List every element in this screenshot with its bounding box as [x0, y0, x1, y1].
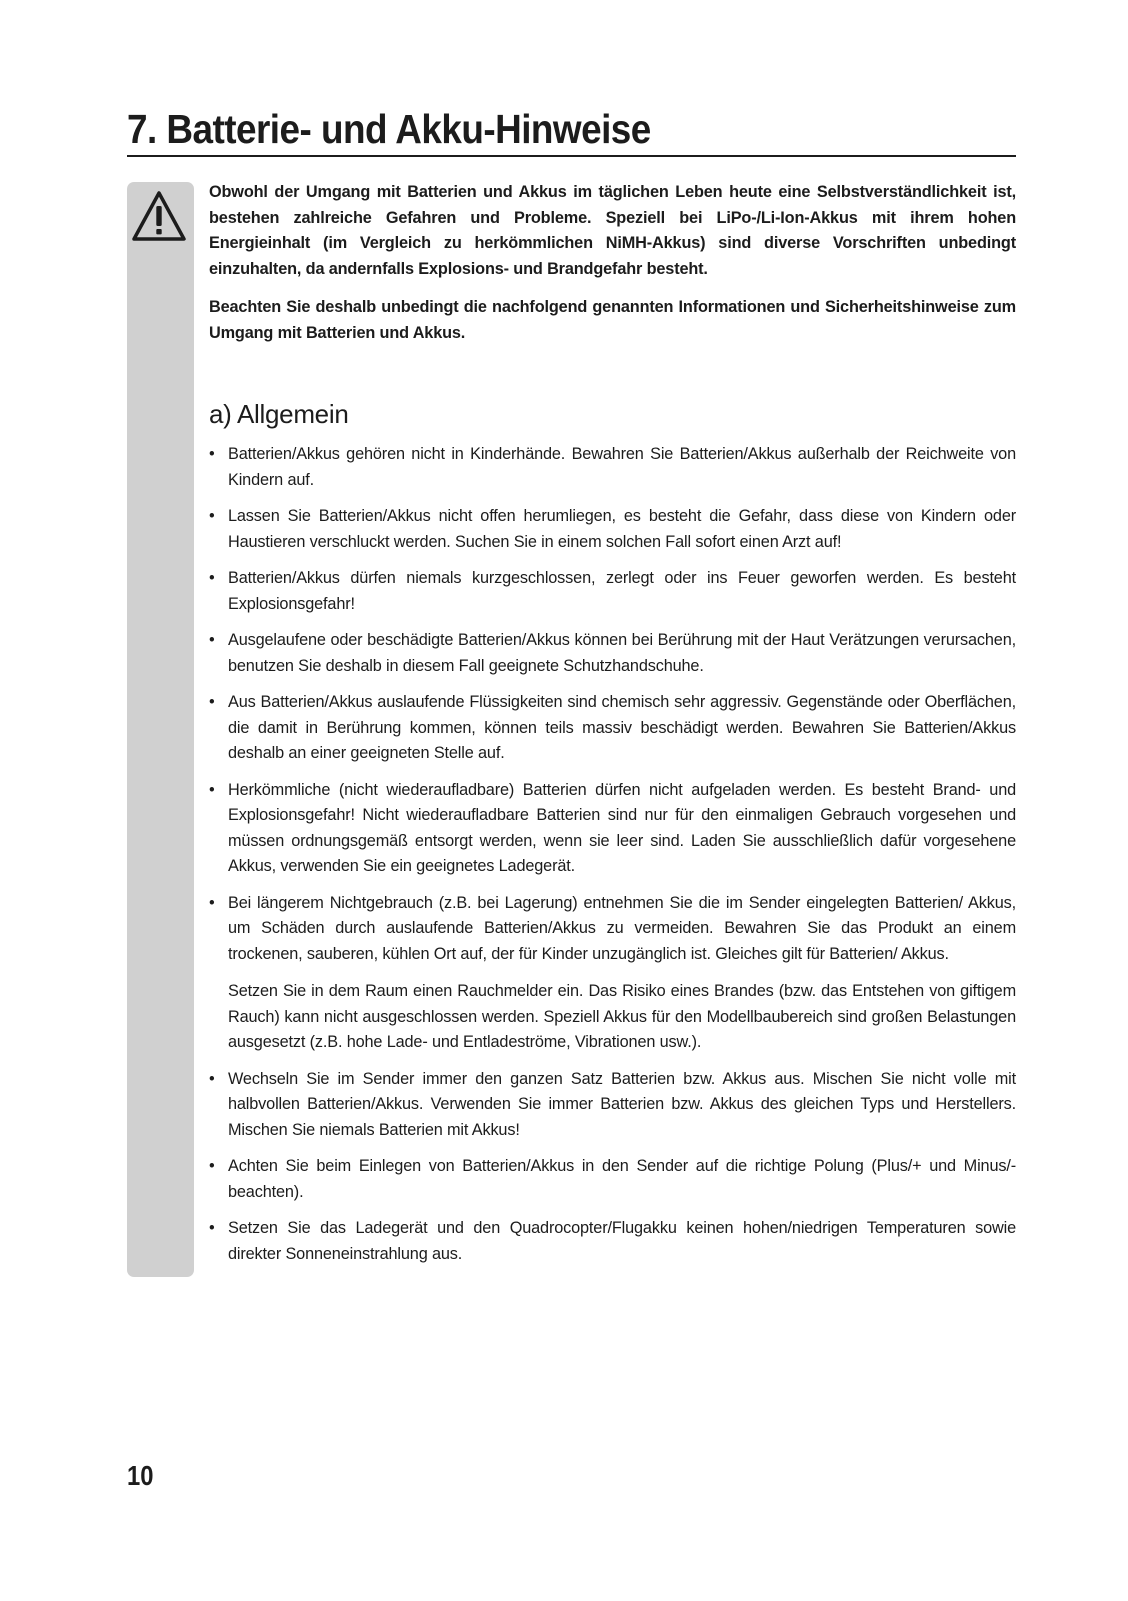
bullet-marker: •: [209, 1069, 215, 1088]
page-number: 10: [127, 1460, 154, 1491]
warning-sidebar: [127, 182, 194, 1277]
bullet-marker: •: [209, 631, 215, 649]
content-column: [209, 180, 1016, 1278]
bullet-marker: •: [209, 445, 215, 463]
list-item: [209, 1154, 1016, 1205]
list-item-text: Achten Sie beim Einlegen von Batterien/Akkus in den Sender auf die richtige Polung (Plus/+ und Minus/- beachten).: [228, 1157, 1016, 1201]
intro-paragraph: Obwohl der Umgang mit Batterien und Akkus im täglichen Leben heute eine Selbstverständlichkeit ist, bestehen zahlreiche Gefahren und Probleme. Speziell bei LiPo-/Li-Ion-Akkus mit ihrem hohen Energieinhalt (im Vergleich zu herkömmlichen NiMH-Akkus) sind diverse Vorschriften unbedingt einzuhalten, da andernfalls Explosions- und Brandgefahr besteht.: [209, 183, 1016, 278]
warning-triangle-icon: [129, 188, 189, 244]
list-item: [209, 778, 1016, 880]
list-item-text: Wechseln Sie im Sender immer den ganzen Satz Batterien bzw. Akkus aus. Mischen Sie nicht volle mit halbvollen Batterien/Akkus. Verwenden Sie immer Batterien bzw. Akkus des gleichen Typs und Herstellers. Mischen Sie niemals Batterien mit Akkus!: [228, 1069, 1016, 1139]
bullet-list: [209, 442, 1016, 1267]
list-item: [209, 504, 1016, 555]
bullet-marker: •: [209, 1219, 215, 1237]
list-item: [209, 891, 1016, 1056]
bullet-marker: •: [209, 780, 215, 799]
list-item-text: Herkömmliche (nicht wiederaufladbare) Batterien dürfen nicht aufgeladen werden. Es besteht Brand- und Explosionsgefahr! Nicht wiederaufladbare Batterien sind nur für den einmaligen Gebrauch vorgesehen und müssen ordnungsgemäß entsorgt werden, wenn sie leer sind. Laden Sie ausschließlich dafür vorgesehene Akkus, verwenden Sie ein geeignetes Ladegerät.: [228, 780, 1016, 875]
list-item-text: Ausgelaufene oder beschädigte Batterien/Akkus können bei Berührung mit der Haut Verätzungen verursachen, benutzen Sie deshalb in diesem Fall geeignete Schutzhandschuhe.: [228, 631, 1016, 675]
list-item-text: Aus Batterien/Akkus auslaufende Flüssigkeiten sind chemisch sehr aggressiv. Gegenstände oder Oberflächen, die damit in Berührung kommen, können teils massiv beschädigt werden. Bewahren Sie Batterien/Akkus deshalb an einer geeigneten Stelle auf.: [228, 693, 1016, 762]
list-item-text: Setzen Sie das Ladegerät und den Quadrocopter/Flugakku keinen hohen/niedrigen Temperaturen sowie direkter Sonneneinstrahlung aus.: [228, 1219, 1016, 1263]
subsection-title: a) Allgemein: [209, 399, 349, 429]
list-item-text: Lassen Sie Batterien/Akkus nicht offen herumliegen, es besteht die Gefahr, dass diese von Kindern oder Haustieren verschluckt werden. Suchen Sie in einem solchen Fall sofort einen Arzt auf!: [228, 507, 1016, 551]
list-item: [209, 442, 1016, 493]
intro-paragraph: Beachten Sie deshalb unbedingt die nachfolgend genannten Informationen und Sicherheitshinweise zum Umgang mit Batterien und Akkus.: [209, 298, 1016, 342]
section-title: 7. Batterie- und Akku-Hinweise: [127, 106, 651, 152]
bullet-marker: •: [209, 569, 215, 587]
intro-block: [209, 180, 1016, 346]
list-item: [209, 1216, 1016, 1267]
list-item-text: Batterien/Akkus dürfen niemals kurzgeschlossen, zerlegt oder ins Feuer geworfen werden. Es besteht Explosionsgefahr!: [228, 569, 1016, 613]
list-item-text: Bei längerem Nichtgebrauch (z.B. bei Lagerung) entnehmen Sie die im Sender eingelegten Batterien/ Akkus, um Schäden durch auslaufende Batterien/Akkus zu vermeiden. Bewahren Sie das Produkt an einem trockenen, sauberen, kühlen Ort auf, der für Kinder unzugänglich ist. Gleiches gilt für Batterien/ Akkus.: [228, 893, 1016, 963]
bullet-marker: •: [209, 507, 215, 525]
list-item-continuation: Setzen Sie in dem Raum einen Rauchmelder ein. Das Risiko eines Brandes (bzw. das Entstehen von giftigem Rauch) kann nicht ausgeschlossen werden. Speziell Akkus für den Modellbaubereich sind großen Belastungen ausgesetzt (z.B. hohe Lade- und Entladeströme, Vibrationen usw.).: [228, 982, 1016, 1051]
bullet-marker: •: [209, 693, 215, 711]
list-item: [209, 1067, 1016, 1144]
list-item: [209, 628, 1016, 679]
title-rule: [127, 155, 1016, 157]
bullet-marker: •: [209, 893, 215, 912]
list-item: [209, 690, 1016, 767]
list-item: [209, 566, 1016, 617]
bullet-marker: •: [209, 1157, 215, 1175]
list-item-text: Batterien/Akkus gehören nicht in Kinderhände. Bewahren Sie Batterien/Akkus außerhalb der Reichweite von Kindern auf.: [228, 445, 1016, 489]
